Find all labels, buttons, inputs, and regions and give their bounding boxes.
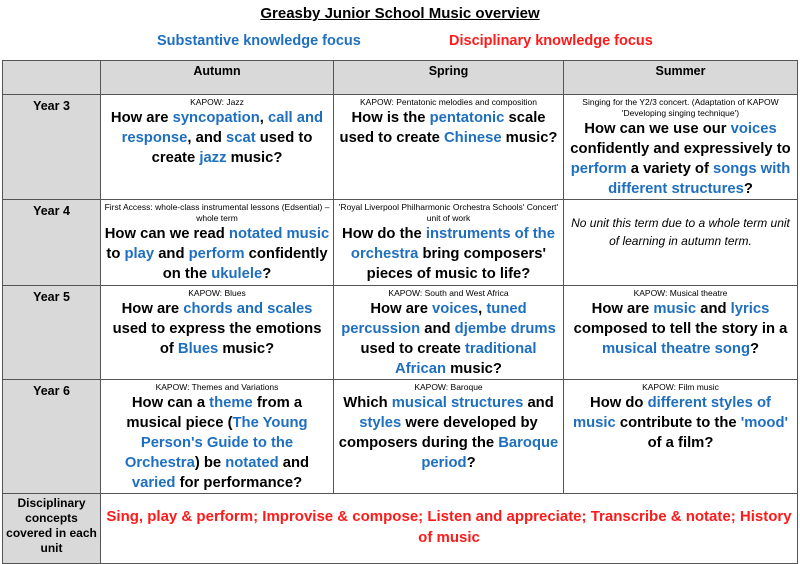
question-text: How are bbox=[121, 301, 184, 317]
question-text: music? bbox=[501, 130, 558, 146]
table-row bbox=[3, 380, 798, 494]
unit-note: KAPOW: Musical theatre bbox=[633, 288, 728, 298]
enquiry-question bbox=[337, 393, 560, 473]
question-text: contribute to the bbox=[615, 415, 741, 431]
key-term: The Young Person's Guide to the Orchestra bbox=[124, 415, 308, 471]
key-term: call and response bbox=[121, 110, 324, 146]
header-row bbox=[3, 61, 798, 95]
question-text: ? bbox=[749, 341, 760, 357]
cell-y4-autumn bbox=[101, 200, 334, 286]
enquiry-question bbox=[104, 108, 330, 168]
row-header-disciplinary: Disciplinary concepts covered in each unit bbox=[3, 494, 101, 564]
key-term: notated music bbox=[228, 226, 330, 242]
key-term: Chinese bbox=[443, 130, 502, 146]
key-term: ukulele bbox=[211, 266, 263, 282]
question-text: ? bbox=[743, 181, 753, 197]
column-header-autumn: Autumn bbox=[101, 61, 334, 95]
question-text: confidently and expressively to bbox=[570, 141, 791, 157]
row-header-year-6: Year 6 bbox=[3, 380, 101, 494]
question-text: ? bbox=[262, 266, 272, 282]
key-term: syncopation bbox=[172, 110, 260, 126]
question-text: for performance? bbox=[175, 475, 303, 491]
unit-note: 'Royal Liverpool Philharmonic Orchestra Schools' Concert' unit of work bbox=[338, 202, 559, 223]
unit-note: KAPOW: Baroque bbox=[414, 382, 483, 392]
question-text: How is the bbox=[351, 110, 430, 126]
key-term: voices bbox=[730, 121, 777, 137]
key-term: perform bbox=[188, 246, 245, 262]
disciplinary-row bbox=[3, 494, 798, 564]
key-term: musical structures bbox=[391, 395, 524, 411]
key-term: perform bbox=[570, 161, 627, 177]
question-text: ? bbox=[466, 455, 476, 471]
key-term: tuned percussion bbox=[341, 301, 527, 337]
question-text: confidently on the bbox=[162, 246, 328, 282]
key-term: djembe drums bbox=[454, 321, 556, 337]
legend-disciplinary: Disciplinary knowledge focus bbox=[449, 33, 653, 49]
key-term: play bbox=[124, 246, 155, 262]
enquiry-question bbox=[337, 299, 560, 379]
question-text: composed to tell the story in a bbox=[573, 321, 788, 337]
cell-y5-spring bbox=[334, 286, 564, 380]
enquiry-question bbox=[567, 299, 794, 359]
question-text: to bbox=[106, 246, 125, 262]
question-text: bring composers' pieces of music to life? bbox=[366, 246, 547, 282]
question-text: music? bbox=[218, 341, 275, 357]
column-header-summer: Summer bbox=[564, 61, 798, 95]
question-text: from a musical piece ( bbox=[126, 395, 303, 431]
row-header-year-3: Year 3 bbox=[3, 95, 101, 200]
cell-y5-summer bbox=[564, 286, 798, 380]
enquiry-question bbox=[104, 393, 330, 493]
cell-y4-summer bbox=[564, 200, 798, 286]
unit-note: KAPOW: Film music bbox=[642, 382, 719, 392]
key-term: jazz bbox=[199, 150, 227, 166]
unit-note: Singing for the Y2/3 concert. (Adaptation of KAPOW 'Developing singing technique') bbox=[582, 97, 779, 118]
key-term: songs with different structures bbox=[608, 161, 791, 197]
enquiry-question bbox=[567, 119, 794, 199]
page-title: Greasby Junior School Music overview bbox=[260, 5, 540, 22]
enquiry-question bbox=[337, 224, 560, 284]
no-unit-note: No unit this term due to a whole term unit of learning in autumn term. bbox=[571, 216, 790, 248]
question-text: used to express the emotions of bbox=[112, 321, 322, 357]
question-text: How are bbox=[370, 301, 433, 317]
question-text: How do bbox=[590, 395, 648, 411]
question-text: of a film? bbox=[647, 435, 714, 451]
cell-y6-summer bbox=[564, 380, 798, 494]
key-term: Baroque period bbox=[421, 435, 559, 471]
cell-y3-spring bbox=[334, 95, 564, 200]
question-text: How can a bbox=[131, 395, 210, 411]
key-term: traditional African bbox=[395, 341, 537, 377]
cell-y6-spring bbox=[334, 380, 564, 494]
header-corner bbox=[3, 61, 101, 95]
question-text: ) be bbox=[194, 455, 226, 471]
question-text: How do the bbox=[342, 226, 426, 242]
question-text: , and bbox=[187, 130, 227, 146]
question-text: a variety of bbox=[626, 161, 713, 177]
enquiry-question bbox=[337, 108, 560, 148]
cell-y3-summer bbox=[564, 95, 798, 200]
question-text: music? bbox=[446, 361, 502, 377]
music-overview-table bbox=[2, 60, 798, 564]
table-row bbox=[3, 286, 798, 380]
unit-note: KAPOW: Themes and Variations bbox=[155, 382, 279, 392]
question-text: used to create bbox=[151, 130, 313, 166]
key-term: theme bbox=[209, 395, 253, 411]
key-term: varied bbox=[131, 475, 176, 491]
unit-note: KAPOW: Pentatonic melodies and composition bbox=[359, 97, 538, 107]
key-term: instruments of the orchestra bbox=[350, 226, 555, 262]
unit-note: KAPOW: South and West Africa bbox=[388, 288, 509, 298]
key-term: voices bbox=[432, 301, 479, 317]
question-text: and bbox=[278, 455, 310, 471]
key-term: lyrics bbox=[730, 301, 770, 317]
enquiry-question bbox=[104, 224, 330, 284]
cell-y3-autumn bbox=[101, 95, 334, 200]
key-term: styles bbox=[359, 415, 402, 431]
key-term: 'mood' bbox=[740, 415, 789, 431]
question-text: and bbox=[696, 301, 731, 317]
question-text: were developed by composers during the bbox=[338, 415, 538, 451]
question-text: , bbox=[478, 301, 487, 317]
key-term: pentatonic bbox=[429, 110, 505, 126]
question-text: How are bbox=[110, 110, 173, 126]
column-header-spring: Spring bbox=[334, 61, 564, 95]
question-text: music? bbox=[226, 150, 283, 166]
key-term: chords and scales bbox=[183, 301, 313, 317]
question-text: , bbox=[259, 110, 268, 126]
row-header-year-5: Year 5 bbox=[3, 286, 101, 380]
unit-note: KAPOW: Jazz bbox=[190, 97, 244, 107]
cell-y6-autumn bbox=[101, 380, 334, 494]
question-text: used to create bbox=[360, 341, 465, 357]
key-term: scat bbox=[226, 130, 256, 146]
question-text: How can we use our bbox=[584, 121, 731, 137]
key-term: music bbox=[653, 301, 697, 317]
legend-substantive: Substantive knowledge focus bbox=[157, 33, 361, 49]
key-term: Blues bbox=[177, 341, 219, 357]
unit-note: KAPOW: Blues bbox=[188, 288, 246, 298]
question-text: scale used to create bbox=[339, 110, 546, 146]
table-row bbox=[3, 200, 798, 286]
cell-y4-spring bbox=[334, 200, 564, 286]
enquiry-question bbox=[104, 299, 330, 359]
disciplinary-concepts bbox=[101, 494, 798, 564]
row-header-year-4: Year 4 bbox=[3, 200, 101, 286]
question-text: and bbox=[154, 246, 189, 262]
question-text: and bbox=[523, 395, 554, 411]
key-term: different styles of music bbox=[572, 395, 771, 431]
table-row bbox=[3, 95, 798, 200]
question-text: and bbox=[420, 321, 455, 337]
question-text: How can we read bbox=[104, 226, 229, 242]
key-term: musical theatre song bbox=[601, 341, 750, 357]
disciplinary-concepts-text: Sing, play & perform; Improvise & compose; Listen and appreciate; Transcribe & notate; History of music bbox=[106, 508, 792, 546]
enquiry-question bbox=[567, 393, 794, 453]
question-text: How are bbox=[591, 301, 654, 317]
unit-note: First Access: whole-class instrumental lessons (Edsential) – whole term bbox=[104, 202, 330, 223]
key-term: notated bbox=[225, 455, 279, 471]
cell-y5-autumn bbox=[101, 286, 334, 380]
question-text: Which bbox=[343, 395, 392, 411]
